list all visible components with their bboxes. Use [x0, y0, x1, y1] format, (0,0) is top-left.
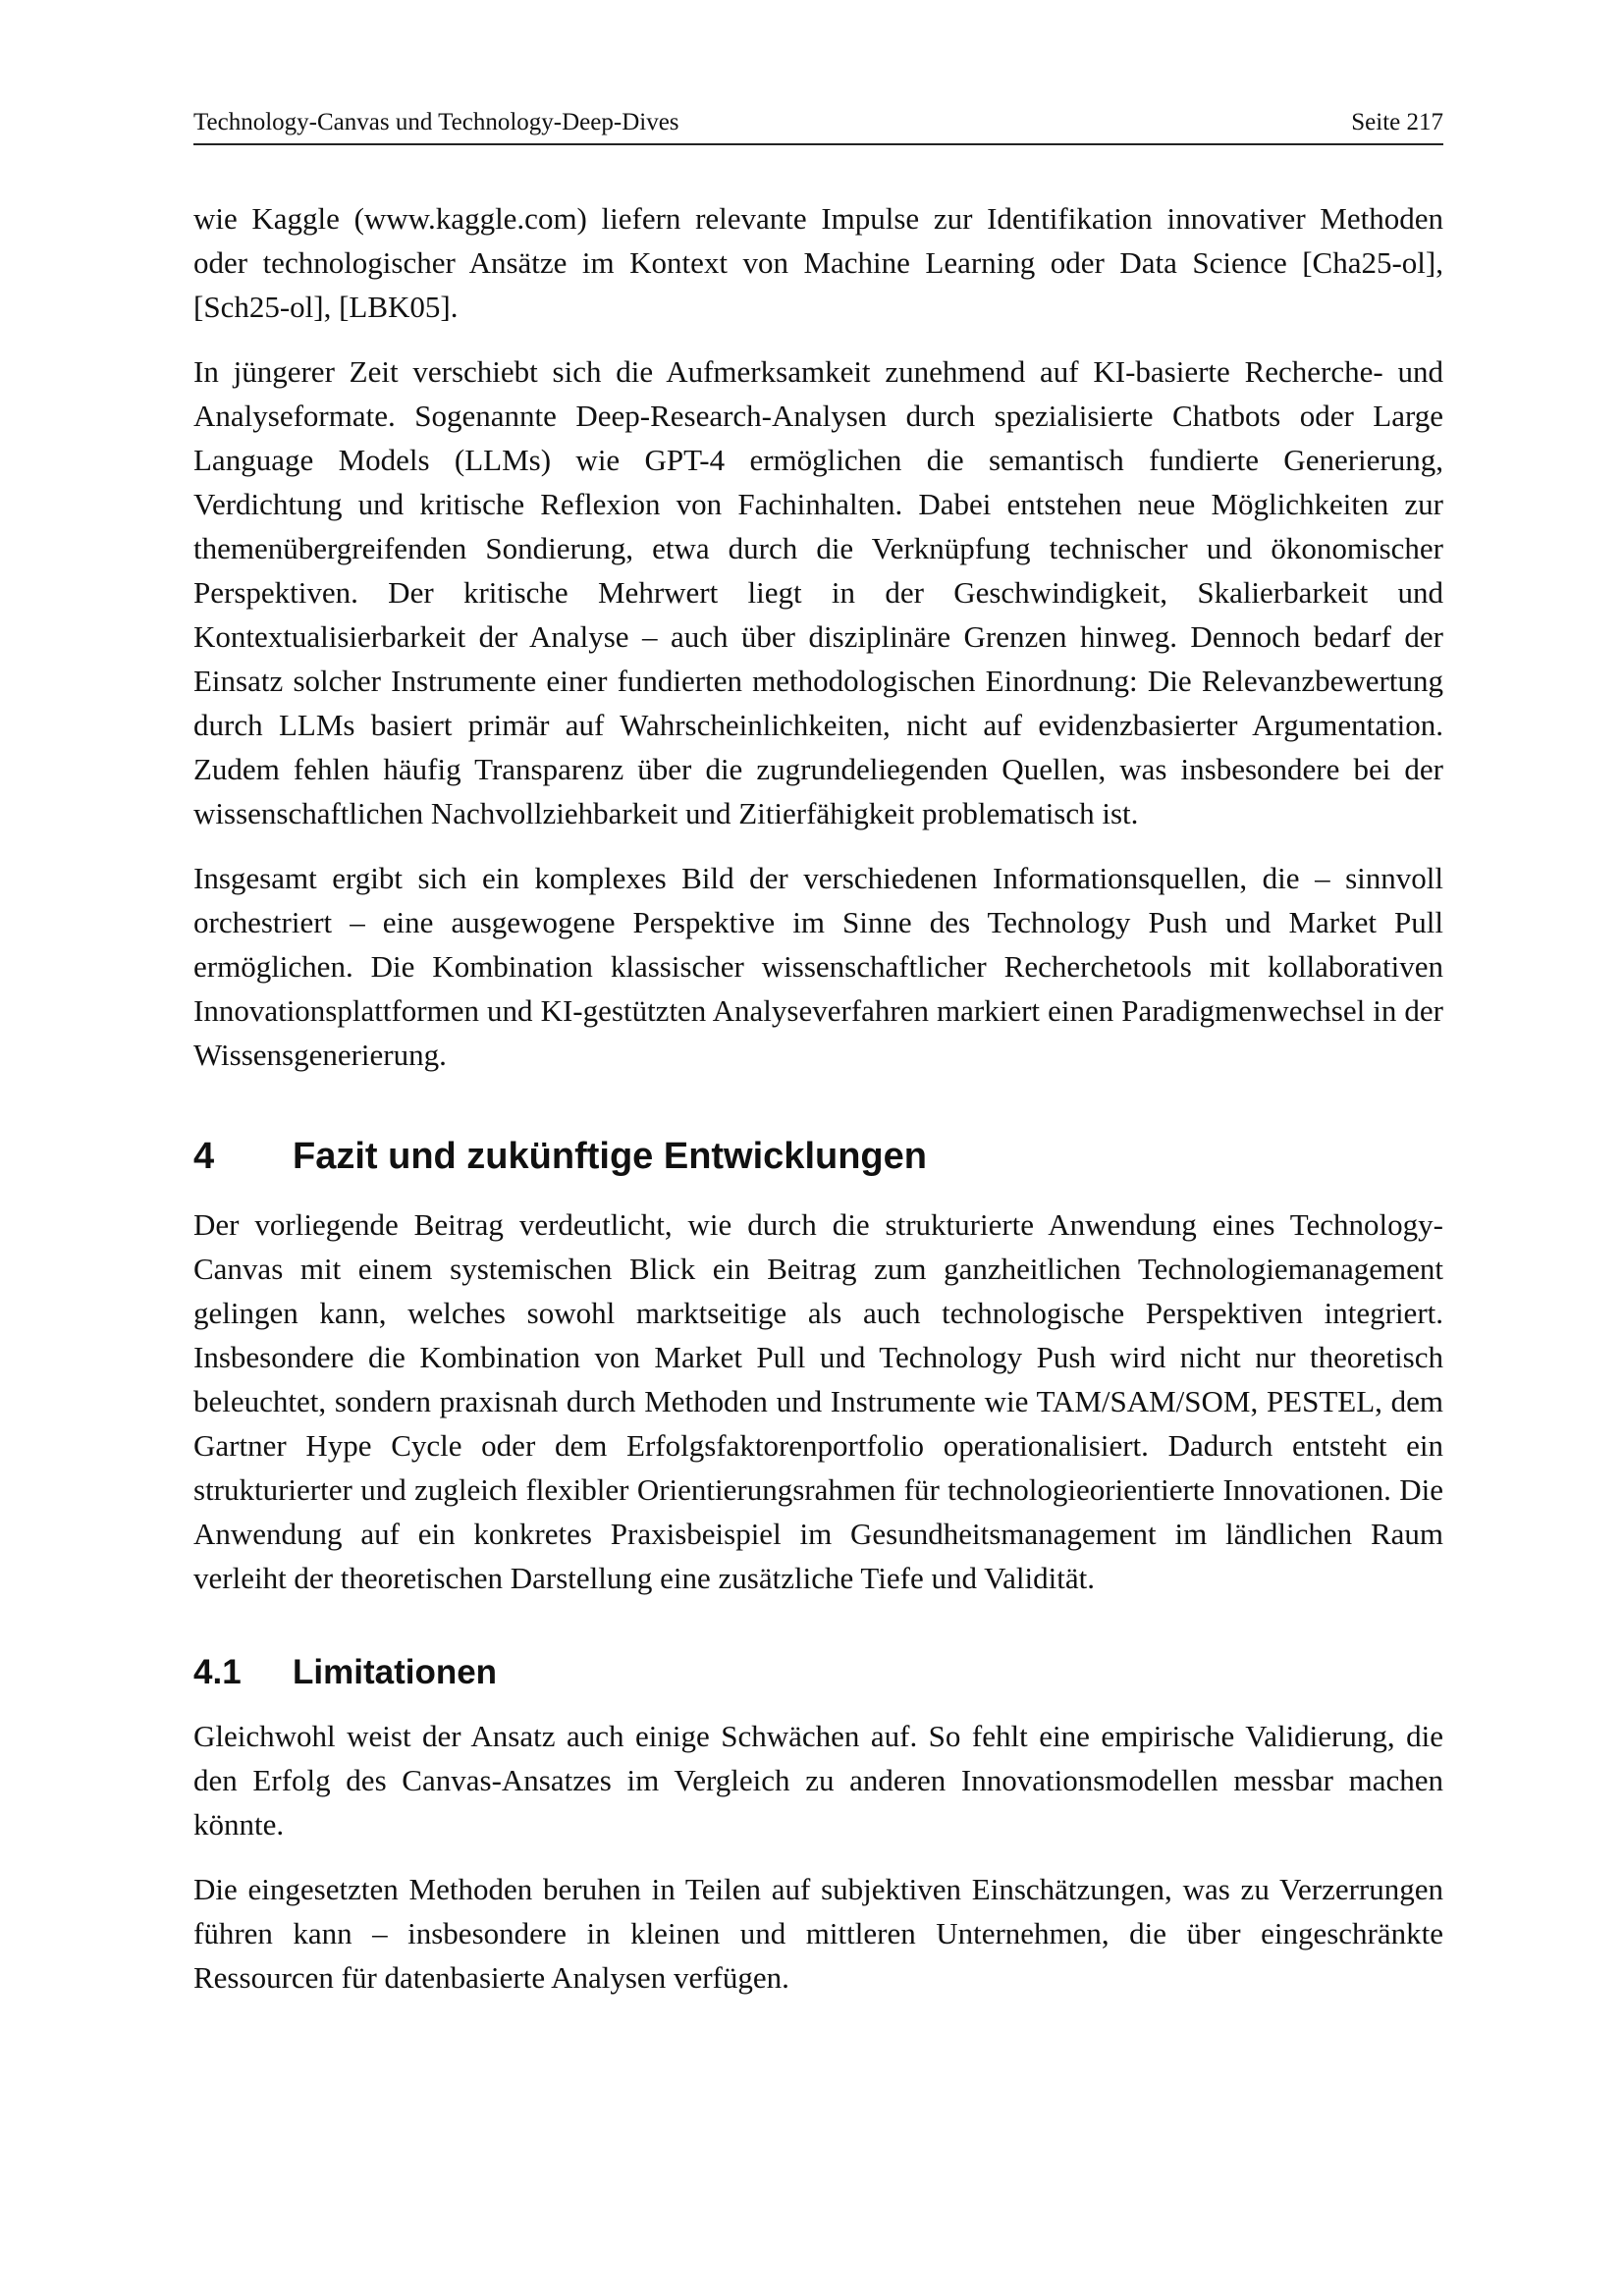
paragraph-kaggle: wie Kaggle (www.kaggle.com) liefern relevante Impulse zur Identifikation innovativer Methoden oder technologischer Ansätze im Kontext von Machine Learning oder Data Science [Cha25-ol], [Sch25-ol], [LBK05].	[193, 201, 1443, 324]
subsection-number: 4.1	[193, 1653, 242, 1691]
section-title: Fazit und zukünftige Entwicklungen	[293, 1136, 927, 1177]
running-header	[193, 108, 1443, 145]
paragraph-schwaechen: Gleichwohl weist der Ansatz auch einige Schwächen auf. So fehlt eine empirische Validierung, die den Erfolg des Canvas-Ansatzes im Vergleich zu anderen Innovationsmodellen messbar machen könnte.	[193, 1719, 1443, 1842]
body-text	[193, 196, 1443, 2020]
page-number: Seite 217	[1351, 109, 1443, 135]
subsection-title: Limitationen	[293, 1653, 498, 1691]
paragraph-informationsquellen: Insgesamt ergibt sich ein komplexes Bild der verschiedenen Informationsquellen, die – sinnvoll orchestriert – eine ausgewogene Perspektive im Sinne des Technology Push und Market Pull ermöglichen. Die Kombination klassischer wissenschaftlicher Recherchetools mit kollaborativen Innovationsplattformen und KI-gestützten Analyseverfahren markiert einen Paradigmenwechsel in der Wissensgenerierung.	[193, 861, 1443, 1072]
section-number: 4	[193, 1136, 215, 1177]
paragraph-ki-recherche: In jüngerer Zeit verschiebt sich die Aufmerksamkeit zunehmend auf KI-basierte Recherche- und Analyseformate. Sogenannte Deep-Research-Analysen durch spezialisierte Chatbots oder Large Language Models (LLMs) wie GPT-4 ermöglichen die semantisch fundierte Generierung, Verdichtung und kritische Reflexion von Fachinhalten. Dabei entstehen neue Möglichkeiten zur themenübergreifenden Sondierung, etwa durch die Verknüpfung technischer und ökonomischer Perspektiven. Der kritische Mehrwert liegt in der Geschwindigkeit, Skalierbarkeit und Kontextualisierbarkeit der Analyse – auch über disziplinäre Grenzen hinweg. Dennoch bedarf der Einsatz solcher Instrumente einer fundierten methodologischen Einordnung: Die Relevanzbewertung durch LLMs basiert primär auf Wahrscheinlichkeiten, nicht auf evidenzbasierter Argumentation. Zudem fehlen häufig Transparenz über die zugrundeliegenden Quellen, was insbesondere bei der wissenschaftlichen Nachvollziehbarkeit und Zitierfähigkeit problematisch ist.	[193, 354, 1443, 830]
paragraph-methoden: Die eingesetzten Methoden beruhen in Teilen auf subjektiven Einschätzungen, was zu Verzerrungen führen kann – insbesondere in kleinen und mittleren Unternehmen, die über eingeschränkte Ressourcen für datenbasierte Analysen verfügen.	[193, 1872, 1443, 1995]
running-header-title: Technology-Canvas und Technology-Deep-Dives	[193, 109, 679, 135]
section-heading-fazit	[193, 1134, 1443, 1179]
paragraph-fazit: Der vorliegende Beitrag verdeutlicht, wie durch die strukturierte Anwendung eines Technology-Canvas mit einem systemischen Blick ein Beitrag zum ganzheitlichen Technologiemanagement gelingen kann, welches sowohl marktseitige als auch technologische Perspektiven integriert. Insbesondere die Kombination von Market Pull und Technology Push wird nicht nur theoretisch beleuchtet, sondern praxisnah durch Methoden und Instrumente wie TAM/SAM/SOM, PESTEL, dem Gartner Hype Cycle oder dem Erfolgsfaktorenportfolio operationalisiert. Dadurch entsteht ein strukturierter und zugleich flexibler Orientierungsrahmen für technologieorientierte Innovationen. Die Anwendung auf ein konkretes Praxisbeispiel im Gesundheitsmanagement im ländlichen Raum verleiht der theoretischen Darstellung eine zusätzliche Tiefe und Validität.	[193, 1207, 1443, 1595]
subsection-heading-limitationen	[193, 1651, 1443, 1694]
